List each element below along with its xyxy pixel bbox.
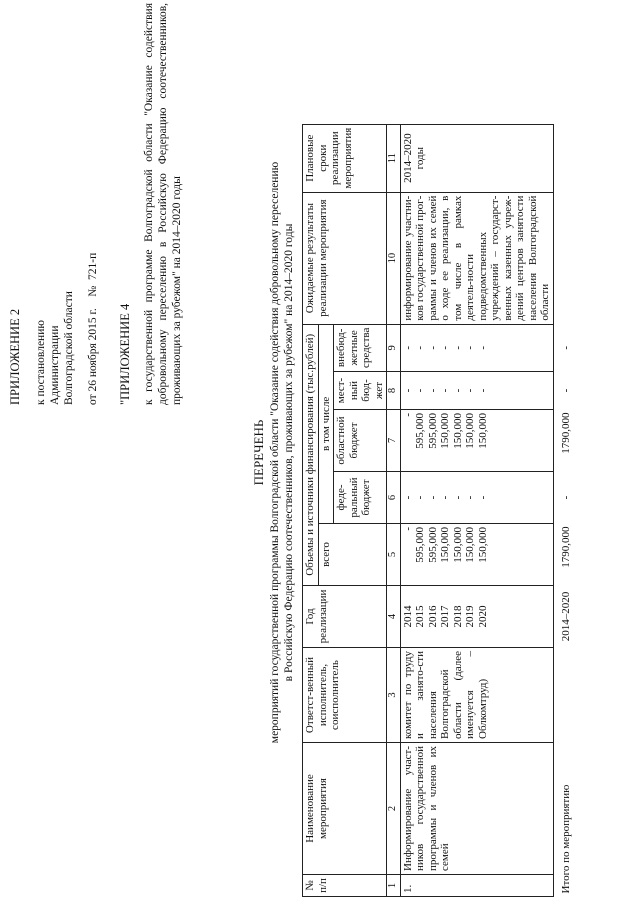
list-title	[252, 20, 296, 885]
header-total: всего	[318, 524, 387, 586]
cell-value: -	[426, 388, 439, 393]
row-name: Информирование участ-ников государственной программы и членов их семей	[400, 743, 553, 875]
row-years	[400, 586, 553, 648]
header-including: в том числе	[318, 324, 334, 523]
cell-value: -	[476, 388, 489, 393]
header-name: Наименование мероприятия	[303, 743, 387, 875]
cell-value: 2018	[451, 605, 464, 628]
column-number: 6	[387, 472, 401, 524]
cell-value: -	[476, 495, 489, 500]
column-number-row	[387, 124, 401, 896]
column-number: 5	[387, 524, 401, 586]
header-num: № п/п	[303, 875, 387, 897]
cell-value: -	[426, 345, 439, 350]
cell-value: 150,000	[439, 413, 451, 449]
cell-value: -	[401, 413, 414, 417]
column-number: 10	[387, 192, 401, 324]
appendix-2-title: ПРИЛОЖЕНИЕ 2	[8, 308, 22, 405]
column-number: 2	[387, 743, 401, 875]
total-extra: -	[559, 345, 572, 350]
row-extra	[400, 324, 553, 371]
resolution-date: от 26 ноября 2015 г. № 721-п	[87, 252, 99, 405]
list-heading: ПЕРЕЧЕНЬ	[251, 419, 266, 486]
appendix-4-header	[118, 3, 184, 405]
cell-value: -	[414, 345, 426, 350]
cell-value: 2019	[464, 605, 476, 628]
cell-value: 150,000	[476, 527, 489, 563]
column-number: 1	[387, 875, 401, 897]
cell-value: -	[439, 345, 451, 350]
cell-value: 595,000	[426, 413, 439, 449]
appendix-2-line: Волгоградской области	[63, 291, 75, 405]
cell-value: 2014	[401, 605, 414, 628]
header-results: Ожидаемые результаты реализации мероприятия	[303, 192, 387, 324]
cell-value: 150,000	[476, 413, 489, 449]
total-federal: -	[559, 495, 572, 500]
header-year: Год реализации	[303, 586, 387, 648]
total-years: 2014–2020	[559, 591, 572, 642]
cell-value: 595,000	[414, 413, 426, 449]
header-terms: Плановые сроки реализации мероприятия	[303, 124, 387, 192]
cell-value: 150,000	[439, 527, 451, 563]
cell-value: -	[414, 388, 426, 393]
cell-value: 2017	[439, 605, 451, 628]
column-number: 9	[387, 324, 401, 371]
cell-value: -	[464, 345, 476, 350]
cell-value: -	[439, 495, 451, 500]
cell-value: 150,000	[464, 413, 476, 449]
cell-value: 2016	[426, 605, 439, 628]
column-number: 4	[387, 586, 401, 648]
appendix-4-reference: к государственной программе Волгоградской области "Оказание содействия добровольному переселению в Российскую Федерацию соотечественников, проживающих за рубежом" на 2014–2020 годы	[143, 3, 183, 405]
cell-value: -	[439, 388, 451, 393]
cell-value: -	[414, 495, 426, 500]
total-local: -	[559, 388, 572, 393]
header-regional: областной бюджет	[334, 410, 387, 472]
appendix-2-header	[8, 253, 100, 405]
appendix-4-title: "ПРИЛОЖЕНИЕ 4	[118, 303, 132, 405]
row-federal	[400, 472, 553, 524]
row-terms: 2014–2020 годы	[400, 124, 553, 192]
cell-value: 595,000	[414, 527, 426, 563]
list-subtitle-line: мероприятий государственной программы Волгоградской области "Оказание содействия добровольному переселению	[269, 161, 281, 744]
row-results: информирование участни-ков государственной прог-раммы и членов их семей о ходе ее реализации, в том числе в рамках деятель-ности подведомственных учреждений – государст-венных казенных учреж-дений центров занятости населения Волгоградской области	[400, 192, 553, 324]
table-row	[400, 124, 553, 896]
cell-value: -	[464, 388, 476, 393]
header-funding: Объемы и источники финансирования (тыс.рублей)	[303, 324, 319, 585]
cell-value: 150,000	[451, 527, 464, 563]
row-total	[400, 524, 553, 586]
cell-value: -	[476, 345, 489, 350]
cell-value: -	[401, 495, 414, 500]
header-executor: Ответст-венный исполнитель, соисполнитель	[303, 648, 387, 743]
row-regional	[400, 410, 553, 472]
cell-value: 150,000	[451, 413, 464, 449]
total-row	[553, 124, 573, 896]
cell-value: -	[401, 388, 414, 393]
cell-value: -	[401, 345, 414, 350]
cell-value: 150,000	[464, 527, 476, 563]
header-local: мест-ный бюд-жет	[334, 372, 387, 410]
measures-table	[302, 124, 573, 897]
row-local	[400, 372, 553, 410]
header-extra: внебюд-жетные средства	[334, 324, 387, 371]
cell-value: -	[451, 495, 464, 500]
column-number: 3	[387, 648, 401, 743]
header-federal: феде-ральный бюджет	[334, 472, 387, 524]
cell-value: 595,000	[426, 527, 439, 563]
column-number: 8	[387, 372, 401, 410]
appendix-2-line: к постановлению	[35, 320, 47, 405]
column-number: 11	[387, 124, 401, 192]
row-executor: комитет по труду и занято-сти населения Волгоградской области (далее именуется – Облкомтруд)	[400, 648, 553, 743]
cell-value: 2015	[414, 605, 426, 628]
total-regional: 1790,000	[559, 412, 572, 454]
row-num: 1.	[400, 875, 553, 897]
appendix-2-line: Администрации	[49, 325, 61, 405]
cell-value: -	[451, 345, 464, 350]
list-subtitle-line: в Российскую Федерацию соотечественников, проживающих за рубежом" на 2014–2020 годы	[283, 223, 295, 682]
cell-value: -	[426, 495, 439, 500]
total-label: Итого по мероприятию	[559, 784, 572, 894]
total-sum: 1790,000	[559, 526, 572, 568]
column-number: 7	[387, 410, 401, 472]
cell-value: 2020	[476, 605, 489, 628]
cell-value: -	[451, 388, 464, 393]
cell-value: -	[401, 527, 414, 531]
cell-value: -	[464, 495, 476, 500]
